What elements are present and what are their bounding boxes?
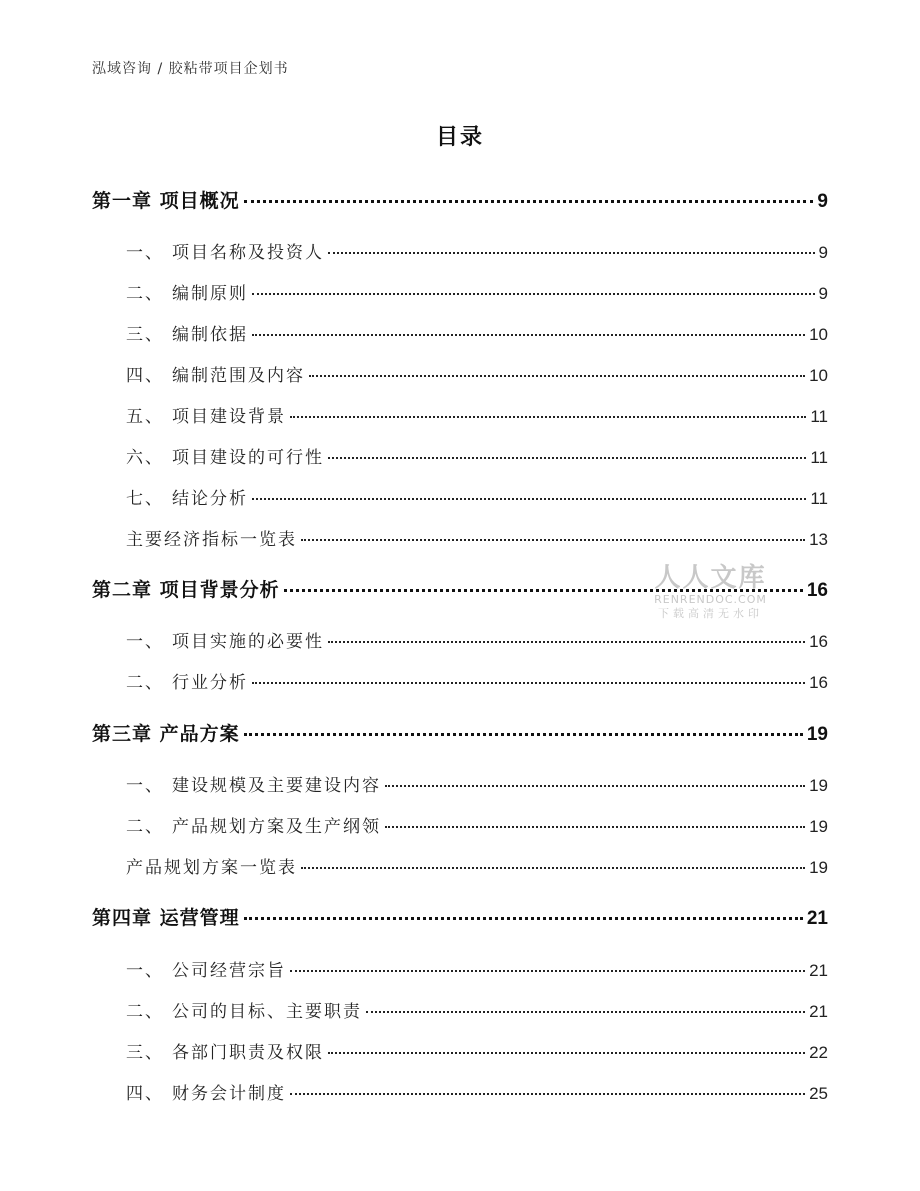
leader-dots (385, 826, 805, 828)
toc-table-entry[interactable] (126, 853, 828, 878)
page-header: 泓域咨询 / 胶粘带项目企划书 (92, 61, 289, 77)
page-number: 16 (809, 673, 828, 692)
section-label: 产品规划方案及生产纲领 (172, 817, 381, 837)
leader-dots (244, 917, 803, 920)
section-label: 行业分析 (172, 673, 248, 693)
section-label: 结论分析 (172, 489, 248, 509)
leader-dots (328, 457, 806, 459)
page-number: 11 (810, 407, 828, 426)
page-number: 25 (809, 1084, 828, 1103)
section-numeral: 七、 (126, 489, 164, 509)
leader-dots (301, 539, 805, 541)
toc-section-entry[interactable] (126, 320, 828, 345)
leader-dots (385, 785, 805, 787)
toc-section-entry[interactable] (126, 484, 828, 509)
leader-dots (328, 1052, 805, 1054)
section-numeral: 四、 (126, 1084, 164, 1104)
page-number: 21 (806, 908, 828, 929)
section-numeral: 二、 (126, 673, 164, 693)
chapter-label: 第二章 项目背景分析 (92, 579, 280, 601)
chapter-label: 第四章 运营管理 (92, 907, 240, 929)
leader-dots (328, 641, 805, 643)
watermark-url: RENRENDOC.COM (654, 593, 767, 606)
toc-section-entry[interactable] (126, 238, 828, 263)
toc-section-entry[interactable] (126, 997, 828, 1022)
toc-chapter-entry[interactable] (92, 719, 828, 746)
page-number: 9 (818, 284, 828, 303)
section-label: 项目建设的可行性 (172, 448, 324, 468)
toc-section-entry[interactable] (126, 956, 828, 981)
page-number: 16 (809, 632, 828, 651)
leader-dots (290, 416, 806, 418)
leader-dots (301, 867, 805, 869)
section-label: 各部门职责及权限 (172, 1043, 324, 1063)
section-label: 编制原则 (172, 284, 248, 304)
toc-section-entry[interactable] (126, 812, 828, 837)
chapter-label: 第一章 项目概况 (92, 190, 240, 212)
section-label: 项目名称及投资人 (172, 243, 324, 263)
page-number: 9 (817, 191, 828, 212)
leader-dots (244, 733, 803, 736)
section-label: 建设规模及主要建设内容 (172, 776, 381, 796)
toc-chapter-entry[interactable] (92, 903, 828, 930)
section-label: 公司经营宗旨 (172, 961, 286, 981)
leader-dots (252, 498, 806, 500)
page-number: 10 (809, 325, 828, 344)
leader-dots (252, 293, 815, 295)
page-number: 19 (809, 776, 828, 795)
section-numeral: 一、 (126, 776, 164, 796)
leader-dots (252, 682, 805, 684)
chapter-label: 第三章 产品方案 (92, 723, 240, 745)
page-number: 16 (806, 580, 828, 601)
table-label: 主要经济指标一览表 (126, 530, 297, 550)
page-number: 10 (809, 366, 828, 385)
watermark-subtitle: 下载高清无水印 (658, 607, 763, 620)
page-number: 21 (809, 1002, 828, 1021)
leader-dots (244, 200, 814, 203)
page-number: 19 (809, 858, 828, 877)
page-number: 19 (806, 724, 828, 745)
section-numeral: 三、 (126, 1043, 164, 1063)
table-label: 产品规划方案一览表 (126, 858, 297, 878)
toc-section-entry[interactable] (126, 627, 828, 652)
page-number: 19 (809, 817, 828, 836)
toc-section-entry[interactable] (126, 443, 828, 468)
section-numeral: 二、 (126, 284, 164, 304)
toc-table-entry[interactable] (126, 525, 828, 550)
section-numeral: 一、 (126, 961, 164, 981)
section-numeral: 三、 (126, 325, 164, 345)
section-label: 项目建设背景 (172, 407, 286, 427)
section-label: 编制依据 (172, 325, 248, 345)
section-numeral: 六、 (126, 448, 164, 468)
toc-title: 目录 (435, 125, 484, 150)
toc-section-entry[interactable] (126, 402, 828, 427)
section-numeral: 一、 (126, 632, 164, 652)
toc-chapter-entry[interactable] (92, 575, 828, 602)
leader-dots (328, 252, 815, 254)
section-label: 项目实施的必要性 (172, 632, 324, 652)
page-number: 11 (810, 489, 828, 508)
watermark-logo-text: 人人文库 (654, 563, 767, 593)
section-numeral: 二、 (126, 1002, 164, 1022)
section-label: 公司的目标、主要职责 (172, 1002, 362, 1022)
leader-dots (309, 375, 805, 377)
leader-dots (290, 970, 805, 972)
section-numeral: 四、 (126, 366, 164, 386)
leader-dots (252, 334, 805, 336)
section-numeral: 二、 (126, 817, 164, 837)
toc-section-entry[interactable] (126, 1038, 828, 1063)
leader-dots (366, 1011, 805, 1013)
page-number: 11 (810, 448, 828, 467)
section-label: 编制范围及内容 (172, 366, 305, 386)
toc-section-entry[interactable] (126, 668, 828, 693)
page-number: 9 (818, 243, 828, 262)
page-number: 22 (809, 1043, 828, 1062)
section-numeral: 一、 (126, 243, 164, 263)
toc-chapter-entry[interactable] (92, 186, 828, 213)
toc-section-entry[interactable] (126, 279, 828, 304)
section-label: 财务会计制度 (172, 1084, 286, 1104)
page-number: 13 (809, 530, 828, 549)
page-number: 21 (809, 961, 828, 980)
section-numeral: 五、 (126, 407, 164, 427)
toc-section-entry[interactable] (126, 771, 828, 796)
leader-dots (284, 589, 803, 592)
leader-dots (290, 1093, 805, 1095)
toc-section-entry[interactable] (126, 361, 828, 386)
toc-section-entry[interactable] (126, 1079, 828, 1104)
